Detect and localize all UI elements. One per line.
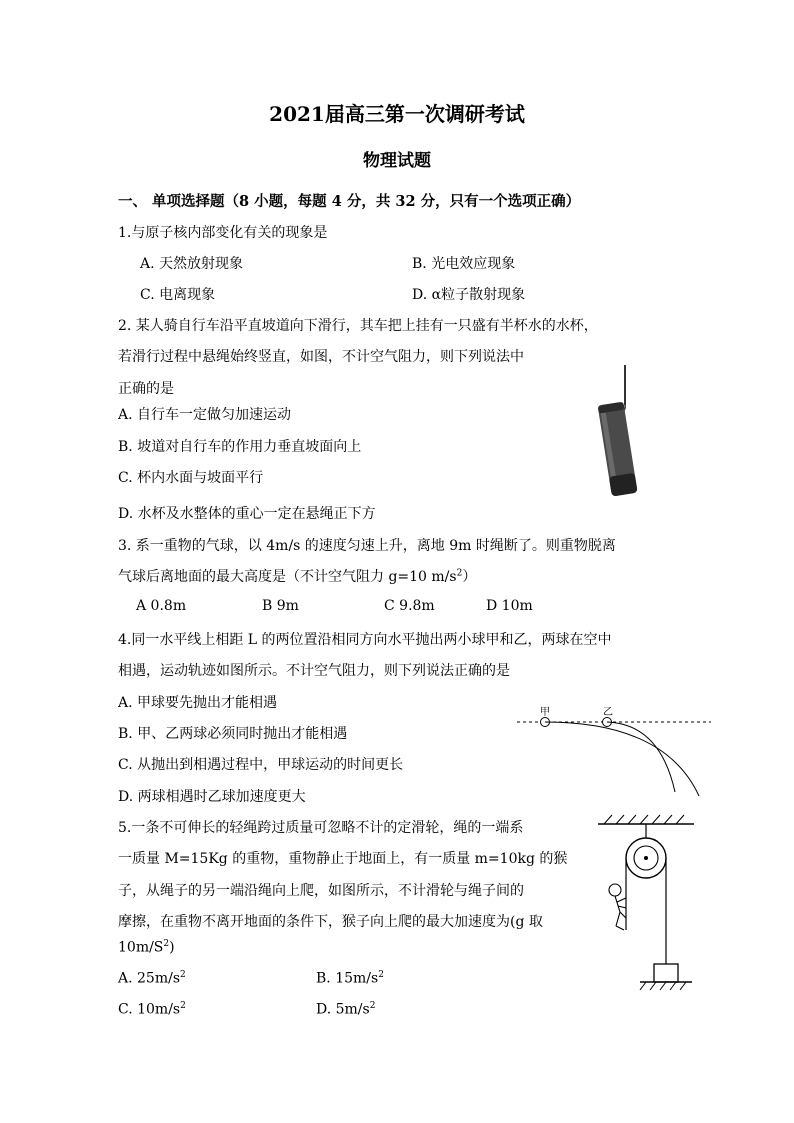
q2-option-d: D. 水杯及水整体的重心一定在悬绳正下方 — [118, 506, 376, 522]
q3-option-c: C 9.8m — [384, 598, 435, 614]
q2-stem-line1: 2. 某人骑自行车沿平直坡道向下滑行，其车把上挂有一只盛有半杯水的水杯， — [118, 318, 598, 334]
q3-option-d: D 10m — [486, 598, 533, 614]
q5-pulley-figure — [594, 812, 700, 998]
q4-option-d: D. 两球相遇时乙球加速度更大 — [118, 789, 306, 805]
q2-cup-figure — [592, 365, 644, 497]
q4-label-jia: 甲 — [540, 707, 550, 718]
q4-label-yi: 乙 — [603, 707, 613, 718]
q1-stem: 1.与原子核内部变化有关的现象是 — [118, 225, 328, 241]
q3-option-a: A 0.8m — [136, 598, 187, 614]
q5-stem-line1: 5.一条不可伸长的轻绳跨过质量可忽略不计的定滑轮，绳的一端系 — [118, 820, 524, 836]
q1-option-b: B. 光电效应现象 — [412, 256, 516, 272]
q3-stem-line1: 3. 系一重物的气球，以 4m/s 的速度匀速上升，离地 9m 时绳断了。则重物脱离 — [118, 538, 616, 554]
q5-stem-line3: 子，从绳子的另一端沿绳向上爬，如图所示，不计滑轮与绳子间的 — [118, 883, 524, 899]
q4-trajectory-figure — [515, 700, 715, 800]
q2-option-b: B. 坡道对自行车的作用力垂直坡面向上 — [118, 439, 362, 455]
q2-stem-line2: 若滑行过程中悬绳始终竖直，如图，不计空气阻力，则下列说法中 — [118, 349, 524, 365]
q2-stem-line3: 正确的是 — [118, 381, 174, 397]
q1-option-c: C. 电离现象 — [140, 287, 216, 303]
q4-stem-line1: 4.同一水平线上相距 L 的两位置沿相同方向水平抛出两小球甲和乙，两球在空中 — [118, 632, 612, 648]
q4-option-c: C. 从抛出到相遇过程中，甲球运动的时间更长 — [118, 757, 404, 773]
q3-option-b: B 9m — [262, 598, 299, 614]
section-heading: 一、 单项选择题（8 小题，每题 4 分，共 32 分，只有一个选项正确） — [118, 193, 581, 210]
q5-option-a: A. $25m/s^2$ — [118, 970, 186, 987]
q5-option-b: B. $15m/s^2$ — [316, 970, 384, 987]
exam-title: 2021届高三第一次调研考试 — [269, 102, 525, 126]
exam-subtitle: 物理试题 — [363, 151, 431, 171]
q2-option-c: C. 杯内水面与坡面平行 — [118, 470, 264, 486]
q3-stem-line2: 气球后离地面的最大高度是（不计空气阻力 g=10 $m/s^2$） — [118, 568, 477, 585]
q2-option-a: A. 自行车一定做匀加速运动 — [118, 407, 292, 423]
q5-option-c: C. $10m/s^2$ — [118, 1001, 186, 1018]
q5-stem-line5: $10m/S^2$) — [118, 939, 175, 956]
q4-option-b: B. 甲、乙两球必须同时抛出才能相遇 — [118, 726, 348, 742]
q4-option-a: A. 甲球要先抛出才能相遇 — [118, 695, 278, 711]
q1-option-d: D. α粒子散射现象 — [412, 287, 526, 303]
q5-stem-line4: 摩擦，在重物不离开地面的条件下，猴子向上爬的最大加速度为(g 取 — [118, 914, 543, 930]
q5-stem-line2: 一质量 M=15Kg 的重物，重物静止于地面上，有一质量 m=10kg 的猴 — [118, 851, 568, 867]
q5-option-d: D. $5m/s^2$ — [316, 1001, 376, 1018]
q1-option-a: A. 天然放射现象 — [140, 256, 244, 272]
q4-stem-line2: 相遇，运动轨迹如图所示。不计空气阻力，则下列说法正确的是 — [118, 663, 510, 679]
